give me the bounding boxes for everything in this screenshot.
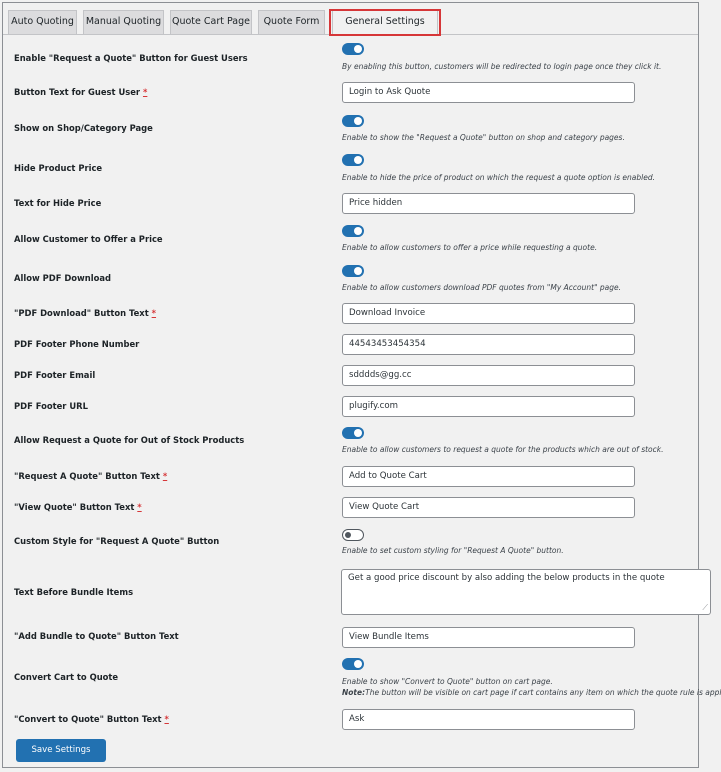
convert-cart-note [342,688,721,697]
view-quote-text-input[interactable]: View Quote Cart [342,497,635,518]
hide-price-toggle[interactable] [342,154,364,166]
pdf-phone-label: PDF Footer Phone Number [14,339,140,349]
hide-price-desc: Enable to hide the price of product on which the request a quote option is enabled. [342,173,655,182]
hide-price-label: Hide Product Price [14,163,103,173]
guest-button-toggle[interactable] [342,43,364,55]
convert-text-label [14,714,169,724]
show-shop-toggle[interactable] [342,115,364,127]
convert-cart-toggle[interactable] [342,658,364,670]
out-of-stock-toggle[interactable] [342,427,364,439]
tab-auto-quoting[interactable]: Auto Quoting [8,10,77,34]
toggle-knob [354,156,362,164]
settings-panel [2,2,721,768]
resize-grip-icon[interactable]: ⟋ [702,603,708,612]
pdf-url-input[interactable]: plugify.com [342,396,635,417]
convert-cart-desc: Enable to show "Convert to Quote" button on cart page. [342,677,553,686]
pdf-button-text-label-text: "PDF Download" Button Text [14,308,149,318]
required-marker: * [142,87,148,97]
offer-price-toggle[interactable] [342,225,364,237]
guest-button-label: Enable "Request a Quote" Button for Guest Users [14,53,248,63]
guest-button-desc: By enabling this button, customers will be redirected to login page once they click it. [342,62,662,71]
tab-quote-form[interactable]: Quote Form [258,10,325,34]
out-of-stock-label: Allow Request a Quote for Out of Stock Products [14,435,245,445]
convert-cart-label: Convert Cart to Quote [14,672,119,682]
custom-style-desc: Enable to set custom styling for "Request A Quote" button. [342,546,564,555]
show-shop-label: Show on Shop/Category Page [14,123,153,133]
toggle-knob [354,267,362,275]
required-marker: * [151,308,157,318]
custom-style-label: Custom Style for "Request A Quote" Button [14,536,220,546]
toggle-knob [354,660,362,668]
bundle-text-textarea[interactable] [341,569,711,615]
required-marker: * [137,502,142,512]
hide-price-text-input[interactable]: Price hidden [342,193,635,214]
view-quote-text-label [14,502,142,512]
out-of-stock-desc: Enable to allow customers to request a quote for the products which are out of stock. [342,445,664,454]
toggle-knob [354,45,362,53]
toggle-knob [354,429,362,437]
show-shop-desc: Enable to show the "Request a Quote" button on shop and category pages. [342,133,625,142]
required-marker: * [164,714,169,724]
guest-text-input[interactable]: Login to Ask Quote [342,82,635,103]
hide-price-text-label: Text for Hide Price [14,198,102,208]
toggle-knob [354,227,362,235]
pdf-email-label: PDF Footer Email [14,370,96,380]
note-text: The button will be visible on cart page if cart contains any item on which the quote rule is appl [365,688,721,697]
rfq-text-label-text: "Request A Quote" Button Text [14,471,160,481]
pdf-url-label: PDF Footer URL [14,401,88,411]
pdf-email-input[interactable]: sdddds@gg.cc [342,365,635,386]
tab-highlight-box [329,9,441,36]
offer-price-desc: Enable to allow customers to offer a price while requesting a quote. [342,243,598,252]
tab-general-settings[interactable]: General Settings [332,10,438,35]
note-prefix: Note: [342,688,366,697]
save-settings-button[interactable]: Save Settings [16,739,106,762]
convert-text-input[interactable]: Ask [342,709,635,730]
pdf-download-desc: Enable to allow customers download PDF quotes from "My Account" page. [342,283,622,292]
bundle-text-value: Get a good price discount by also adding the below products in the quote [348,573,665,583]
guest-text-label [14,87,147,97]
pdf-phone-input[interactable]: 44543453454354 [342,334,635,355]
pdf-download-toggle[interactable] [342,265,364,277]
pdf-download-label: Allow PDF Download [14,273,112,283]
bundle-text-label: Text Before Bundle Items [14,587,134,597]
offer-price-label: Allow Customer to Offer a Price [14,234,163,244]
bundle-button-text-input[interactable]: View Bundle Items [342,627,635,648]
toggle-knob [354,117,362,125]
tab-quote-cart-page[interactable]: Quote Cart Page [170,10,252,34]
required-marker: * [162,471,168,481]
rfq-text-label [14,471,167,481]
pdf-button-text-input[interactable]: Download Invoice [342,303,635,324]
rfq-text-input[interactable]: Add to Quote Cart [342,466,635,487]
convert-text-label-text: "Convert to Quote" Button Text [14,714,162,724]
bundle-button-text-label: "Add Bundle to Quote" Button Text [14,631,179,641]
custom-style-toggle[interactable] [342,529,364,541]
view-quote-text-label-text: "View Quote" Button Text [14,502,135,512]
toggle-knob [345,532,351,538]
guest-text-label-text: Button Text for Guest User [14,87,141,97]
tab-manual-quoting[interactable]: Manual Quoting [83,10,164,34]
settings-tabs [3,3,698,35]
pdf-button-text-label [14,308,156,318]
